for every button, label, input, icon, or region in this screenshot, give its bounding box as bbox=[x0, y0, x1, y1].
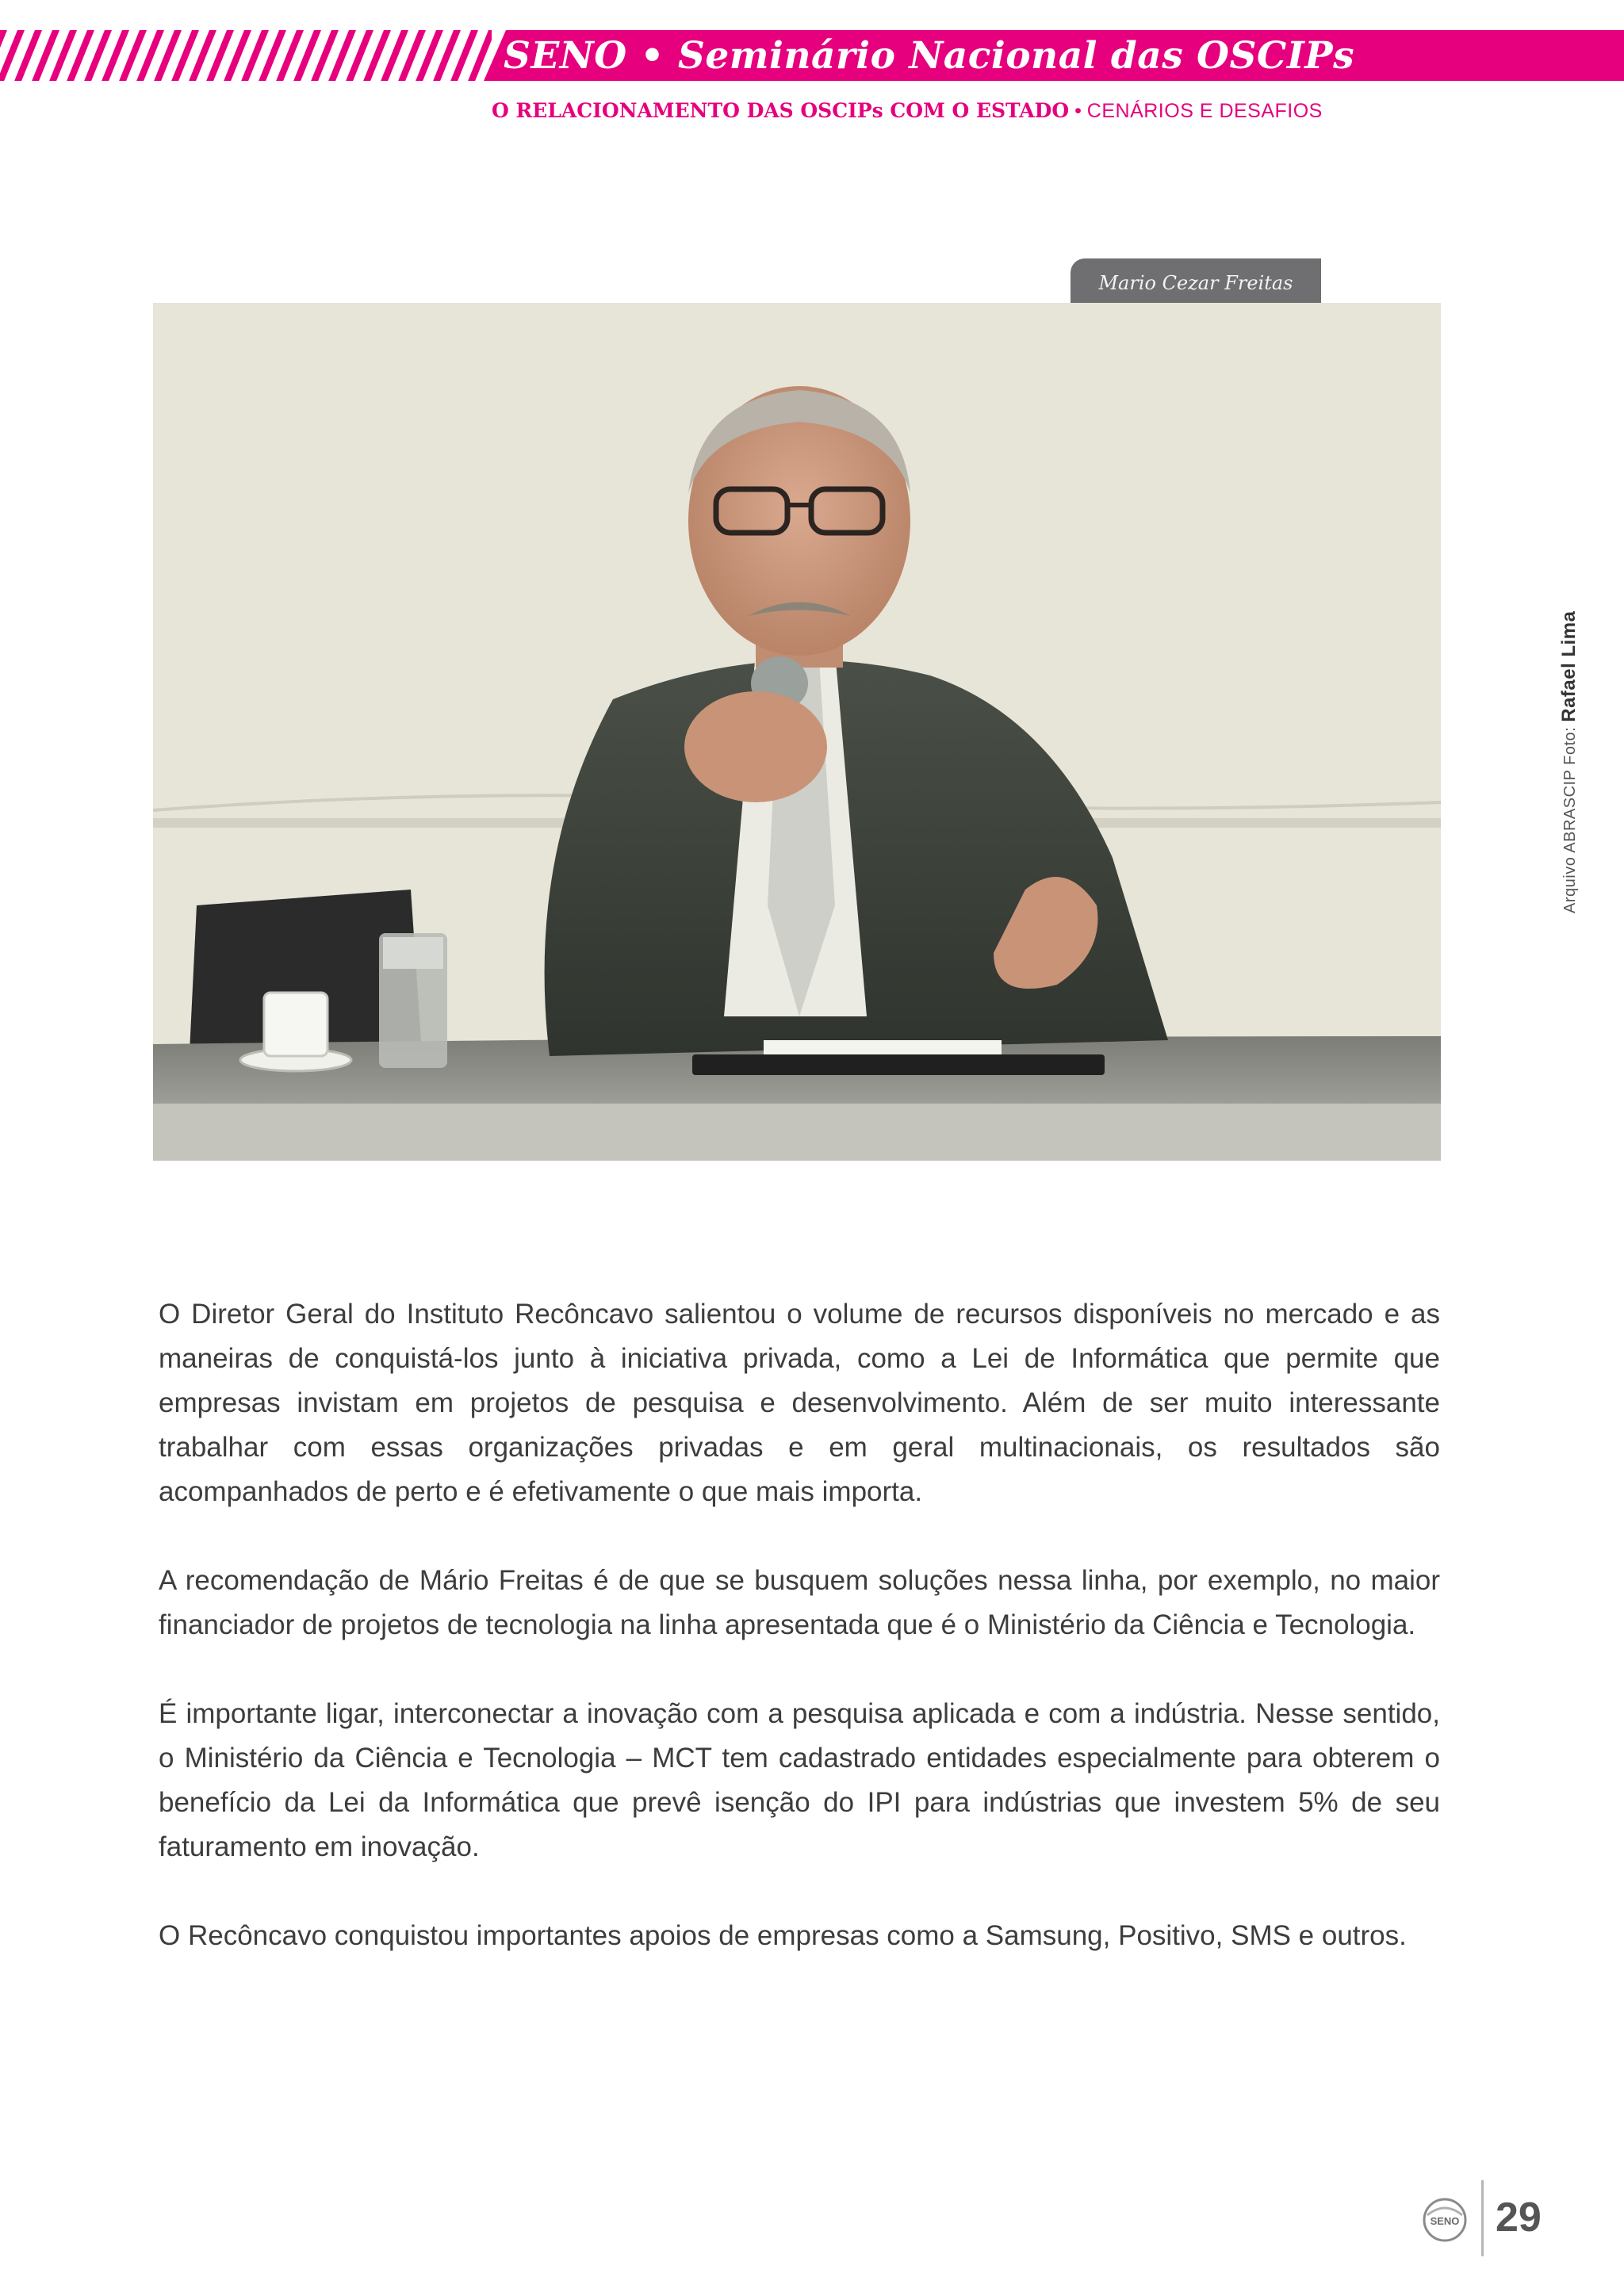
seno-logo-icon bbox=[1421, 2196, 1469, 2244]
credit-org: ABRASCIP bbox=[1561, 769, 1579, 853]
paragraph: O Recôncavo conquistou importantes apoios de empresas como a Samsung, Positivo, SMS e outros. bbox=[159, 1920, 1407, 1951]
subtitle-strong: O RELACIONAMENTO DAS OSCIPs COM O ESTADO bbox=[492, 99, 1070, 122]
seno-logo-graphic bbox=[1421, 2196, 1469, 2244]
footer-divider bbox=[1481, 2180, 1484, 2256]
paragraph: O Diretor Geral do Instituto Recôncavo salientou o volume de recursos disponíveis no mercado e as maneiras de conquistá-los junto à iniciativa privada, como a Lei de Informática que permite que empresas invistam em projetos de pesquisa e desenvolvimento. Além de ser muito interessante trabalhar com essas organizações privadas e em geral multinacionais, os resultados são acompanhados de perto e é efetivamente o que mais importa. bbox=[159, 1299, 1440, 1507]
photo-caption: Mario Cezar Freitas bbox=[1071, 258, 1321, 303]
paragraph: A recomendação de Mário Freitas é de que se busquem soluções nessa linha, por exemplo, no maior financiador de projetos de tecnologia na linha apresentada que é o Ministério da Ciência e Tecnologia. bbox=[159, 1565, 1440, 1640]
photo-credit-text bbox=[1558, 611, 1580, 913]
stripes-graphic bbox=[0, 30, 492, 81]
section-subtitle bbox=[492, 95, 1323, 127]
speaker-photo bbox=[153, 303, 1580, 1161]
publication-title: SENO • Seminário Nacional das OSCIPs bbox=[504, 34, 1355, 78]
credit-label: Foto: bbox=[1561, 726, 1579, 765]
photo-credit bbox=[1558, 610, 1580, 932]
credit-prefix: Arquivo bbox=[1561, 856, 1579, 913]
paragraph: É importante ligar, interconectar a inovação com a pesquisa aplicada e com a indústria. Nesse sentido, o Ministério da Ciência e Tecnologia – MCT tem cadastrado entidades especialmente para obterem o benefício da Lei da Informática que prevê isenção do IPI para indústrias que investem 5% de seu faturamento em inovação. bbox=[159, 1698, 1440, 1862]
article-body bbox=[159, 1292, 1440, 2003]
subtitle-light: CENÁRIOS E DESAFIOS bbox=[1086, 100, 1323, 122]
header-stripes-decoration bbox=[0, 30, 492, 81]
speaker-photo-illustration bbox=[153, 303, 1441, 1161]
subtitle-separator: • bbox=[1069, 100, 1087, 122]
logo-text: SENO bbox=[1430, 2215, 1460, 2227]
credit-name: Rafael Lima bbox=[1558, 610, 1580, 722]
page-number: 29 bbox=[1496, 2195, 1542, 2241]
